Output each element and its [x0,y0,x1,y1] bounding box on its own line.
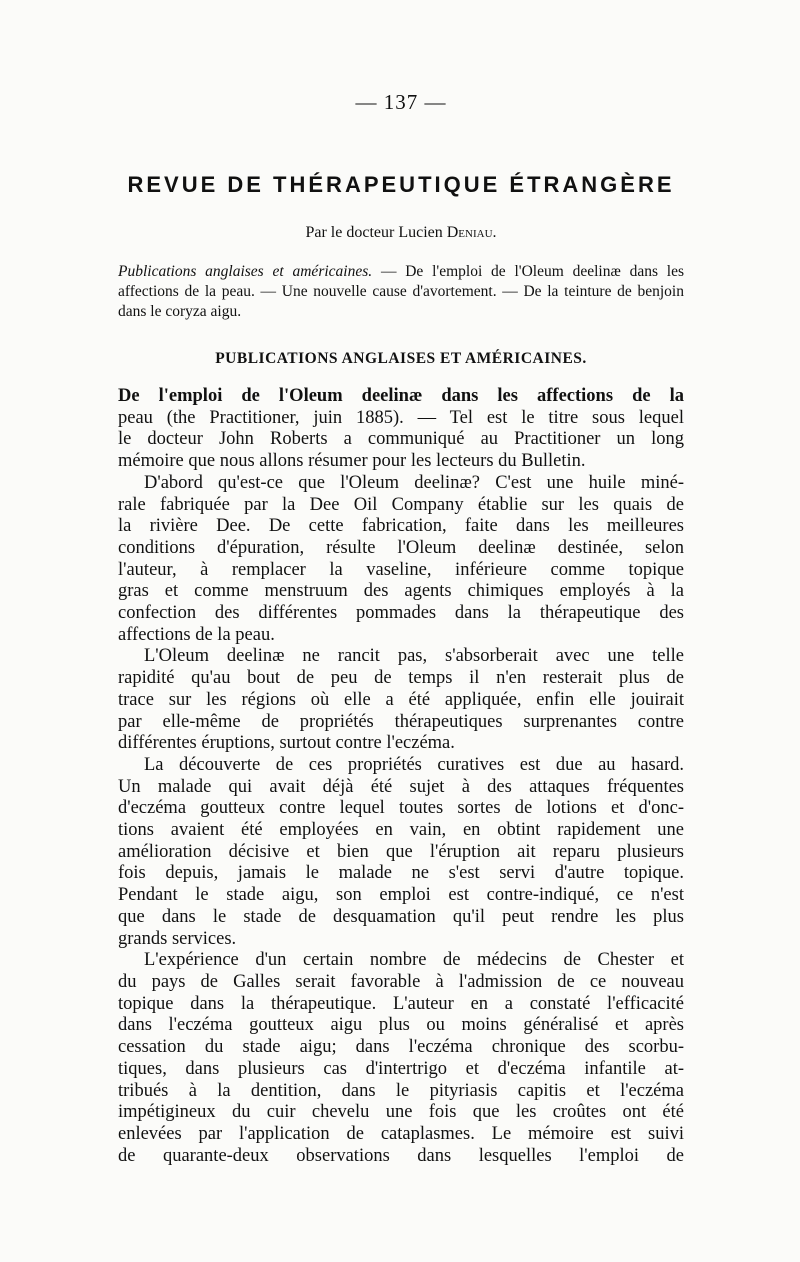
text-line: dans l'eczéma goutteux aigu plus ou moins généralisé et après [118,1015,684,1036]
text-line: De l'emploi de l'Oleum deelinæ dans les affections de la [118,386,684,406]
article-body [118,386,684,1167]
text-line: trace sur les régions où elle a été appliquée, enfin elle jouirait [118,689,684,710]
body-paragraph [118,386,684,473]
text-line: conditions d'épuration, résulte l'Oleum deelinæ destinée, selon [118,537,684,558]
page-number: — 137 — [355,90,447,114]
summary-text: — De l'emploi de l'Oleum deelinæ dans les affections de la peau. — Une nouvelle cause d'avortement. — De la teinture de benjoin dans le coryza aigu. [118,263,685,320]
text-line: la rivière Dee. De cette fabrication, faite dans les meilleures [118,516,684,537]
summary-lead: Publications anglaises et américaines. [118,263,373,280]
byline [118,224,684,242]
text-line: L'expérience d'un certain nombre de médecins de Chester et [144,950,684,971]
text-line: Pendant le stade aigu, son emploi est contre-indiqué, ce n'est [118,885,684,906]
text-line: enlevées par l'application de cataplasmes. Le mémoire est suivi [118,1123,684,1144]
byline-prefix: Par le docteur Lucien [305,224,447,241]
text-line: de quarante-deux observations dans lesquelles l'emploi de [118,1145,684,1166]
text-line: affections de la peau. [118,624,275,645]
text-line: grands services. [118,928,237,949]
text-line: La découverte de ces propriétés curatives est due au hasard. [144,754,684,775]
text-line: différentes éruptions, surtout contre l'eczéma. [118,733,455,754]
text-line: impétigineux du cuir chevelu une fois que les croûtes ont été [118,1102,684,1123]
body-paragraph [118,755,684,950]
body-paragraph [118,950,684,1167]
text-line: Un malade qui avait déjà été sujet à des attaques fréquentes [118,776,684,797]
text-line: gras et comme menstruum des agents chimiques employés à la [118,581,684,602]
text-line: confection des différentes pommades dans la thérapeutique des [118,603,684,624]
body-paragraph [118,646,684,755]
text-line: que dans le stade de desquamation qu'il peut rendre les plus [118,906,684,927]
text-line: par elle-même de propriétés thérapeutiques surprenantes contre [118,711,684,732]
text-line: d'eczéma goutteux contre lequel toutes sortes de lotions et d'onc- [118,798,684,819]
text-line: tions avaient été employées en vain, en obtint rapidement une [118,820,684,841]
article-summary [118,262,684,322]
body-paragraph [118,473,684,647]
section-title: PUBLICATIONS ANGLAISES ET AMÉRICAINES. [215,350,587,367]
author-name: Deniau. [446,224,497,241]
text-line: amélioration décisive et bien que l'éruption ait reparu plusieurs [118,841,684,862]
text-line: peau (the Practitioner, juin 1885). — Tel est le titre sous lequel [118,407,684,428]
text-line: tiques, dans plusieurs cas d'intertrigo et d'eczéma infantile at- [118,1058,684,1079]
text-line: du pays de Galles serait favorable à l'admission de ce nouveau [118,971,684,992]
text-line: rale fabriquée par la Dee Oil Company établie sur les quais de [118,494,684,515]
text-line: rapidité qu'au bout de peu de temps il n'en resterait plus de [118,668,684,689]
text-line: D'abord qu'est-ce que l'Oleum deelinæ? C'est une huile miné- [144,472,684,493]
text-line: tribués à la dentition, dans le pityriasis capitis et l'eczéma [118,1080,684,1101]
article-title: REVUE DE THÉRAPEUTIQUE ÉTRANGÈRE [127,172,675,197]
text-line: topique dans la thérapeutique. L'auteur en a constaté l'efficacité [118,993,684,1014]
text-line: le docteur John Roberts a communiqué au Practitioner un long [118,429,684,450]
text-line: l'auteur, à remplacer la vaseline, inférieure comme topique [118,559,684,580]
text-line: L'Oleum deelinæ ne rancit pas, s'absorberait avec une telle [144,646,684,667]
text-line: mémoire que nous allons résumer pour les lecteurs du Bulletin. [118,451,586,472]
text-line: fois depuis, jamais le malade ne s'est servi d'autre topique. [118,863,684,884]
text-line: cessation du stade aigu; dans l'eczéma chronique des scorbu- [118,1037,684,1058]
